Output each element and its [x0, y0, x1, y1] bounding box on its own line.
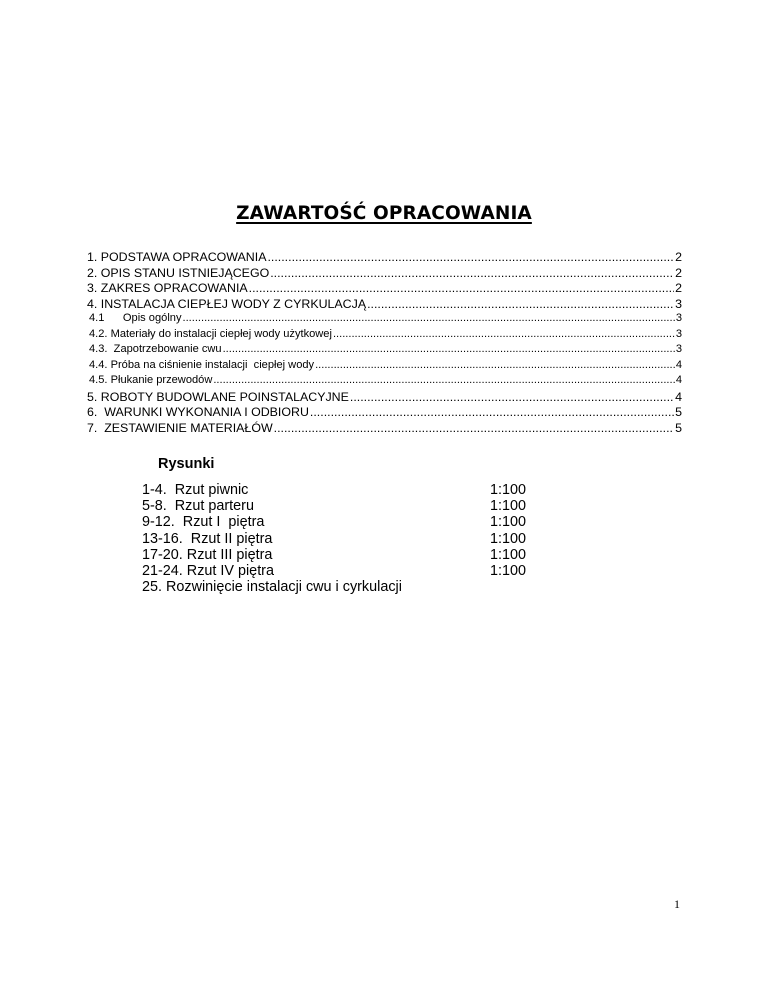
- drawing-scale: 1:100: [490, 530, 527, 547]
- toc-dot-leader: [270, 266, 674, 280]
- toc-entry-page: 2: [675, 281, 682, 295]
- toc-entry-page: 5: [675, 405, 682, 419]
- toc-entry[interactable]: [87, 266, 682, 282]
- toc-entry-label: 7. ZESTAWIENIE MATERIAŁÓW: [87, 420, 273, 435]
- toc-entry-page: 5: [675, 420, 682, 435]
- toc-dot-leader: [350, 390, 674, 404]
- toc-subentry[interactable]: [87, 359, 682, 375]
- toc-entry-page: 2: [675, 250, 682, 264]
- table-of-contents: [87, 250, 682, 436]
- toc-dot-leader: [315, 359, 675, 371]
- toc-dot-leader: [183, 312, 675, 324]
- drawing-name: 5-8. Rzut parteru: [142, 498, 254, 515]
- toc-entry-page: 3: [675, 343, 682, 355]
- toc-dot-leader: [249, 281, 674, 295]
- drawing-item: [142, 482, 562, 498]
- toc-entry-label: 3. ZAKRES OPRACOWANIA: [87, 281, 248, 295]
- drawing-name: 1-4. Rzut piwnic: [142, 482, 249, 498]
- page-title: ZAWARTOŚĆ OPRACOWANIA: [236, 203, 532, 224]
- toc-entry[interactable]: [87, 405, 682, 421]
- toc-entry-page: 3: [675, 327, 682, 340]
- toc-dot-leader: [333, 328, 675, 340]
- toc-entry[interactable]: [87, 297, 682, 313]
- drawing-name: 13-16. Rzut II piętra: [142, 530, 273, 547]
- toc-dot-leader: [310, 405, 674, 419]
- page-number: 1: [674, 897, 680, 911]
- toc-entry-label: 4.5. Płukanie przewodów: [89, 374, 213, 386]
- toc-entry-page: 4: [675, 389, 682, 404]
- drawing-item: [142, 547, 562, 563]
- toc-entry-page: 2: [675, 265, 682, 280]
- toc-entry[interactable]: [87, 281, 682, 297]
- drawing-name: 21-24. Rzut IV piętra: [142, 562, 274, 579]
- drawings-list: [142, 482, 562, 595]
- toc-entry-label: 5. ROBOTY BUDOWLANE POINSTALACYJNE: [87, 389, 349, 404]
- drawing-name: 9-12. Rzut I piętra: [142, 514, 265, 531]
- toc-entry-label: 4.4. Próba na ciśnienie instalacji ciepłej wody: [89, 358, 315, 371]
- toc-entry-label: 4. INSTALACJA CIEPŁEJ WODY Z CYRKULACJĄ: [87, 296, 367, 311]
- drawing-scale: 1:100: [490, 562, 527, 579]
- toc-entry-label: 4.3. Zapotrzebowanie cwu: [89, 343, 222, 355]
- toc-entry-label: 1. PODSTAWA OPRACOWANIA: [87, 250, 267, 264]
- toc-entry[interactable]: [87, 250, 682, 266]
- toc-dot-leader: [267, 250, 674, 264]
- toc-entry-page: 3: [675, 312, 682, 324]
- toc-entry-label: 2. OPIS STANU ISTNIEJĄCEGO: [87, 265, 270, 280]
- drawing-name: 17-20. Rzut III piętra: [142, 546, 273, 563]
- toc-subentry[interactable]: [87, 343, 682, 359]
- toc-entry-page: 3: [675, 296, 682, 311]
- drawing-scale: 1:100: [490, 514, 527, 531]
- toc-entry-label: 6. WARUNKI WYKONANIA I ODBIORU: [87, 405, 309, 419]
- drawing-scale: 1:100: [490, 482, 527, 498]
- toc-subentry[interactable]: [87, 328, 682, 344]
- drawing-item: [142, 563, 562, 579]
- drawings-heading: Rysunki: [158, 456, 215, 472]
- toc-entry[interactable]: [87, 390, 682, 406]
- drawing-scale: 1:100: [490, 546, 527, 563]
- toc-dot-leader: [213, 374, 674, 386]
- toc-entry-page: 4: [675, 374, 682, 386]
- toc-entry-label: 4.2. Materiały do instalacji ciepłej wody użytkowej: [89, 327, 332, 340]
- drawing-item: [142, 579, 562, 595]
- drawing-item: [142, 498, 562, 514]
- drawing-item: [142, 531, 562, 547]
- toc-dot-leader: [223, 343, 675, 355]
- drawing-scale: 1:100: [490, 498, 527, 515]
- toc-dot-leader: [274, 421, 674, 435]
- toc-entry-label: 4.1 Opis ogólny: [89, 312, 182, 324]
- toc-dot-leader: [367, 297, 674, 311]
- toc-entry[interactable]: [87, 421, 682, 437]
- toc-subentry[interactable]: [87, 312, 682, 328]
- drawing-item: [142, 514, 562, 530]
- toc-entry-page: 4: [675, 358, 682, 371]
- drawing-name: 25. Rozwinięcie instalacji cwu i cyrkulacji: [142, 579, 402, 596]
- toc-subentry[interactable]: [87, 374, 682, 390]
